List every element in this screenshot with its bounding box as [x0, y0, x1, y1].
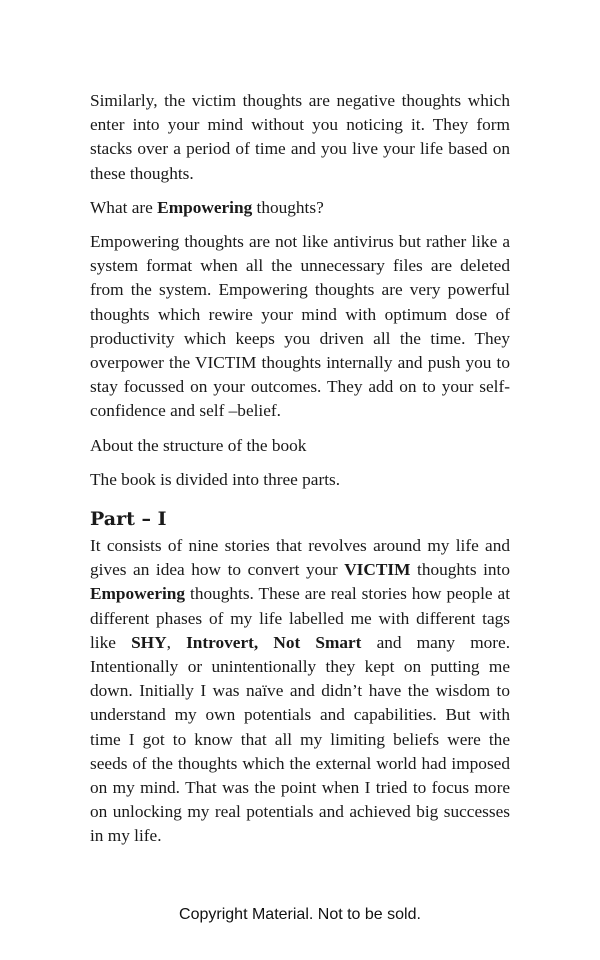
bold-introvert-not-smart: Introvert, Not Smart [186, 632, 362, 652]
question-prefix: What are [90, 197, 158, 217]
section-heading-part-one: Part – I [90, 508, 167, 531]
paragraph-question [90, 196, 510, 220]
question-bold-term: Empowering [157, 197, 253, 217]
bold-shy: SHY [131, 632, 167, 652]
book-page-body [90, 89, 510, 849]
bold-empowering: Empowering [90, 584, 186, 604]
bold-victim: VICTIM [344, 560, 411, 580]
paragraph-part-one [90, 534, 510, 849]
paragraph-empowering-thoughts: Empowering thoughts are not like antivirus but rather like a system format when all the unnecessary files are deleted from the system. Empowering thoughts are very powerful thoughts which rewire your mind with optimum dose of productivity which keeps you driven all the time. They overpower the VICTIM thoughts internally and push you to stay focussed on your outcomes. They add on to your self-confidence and self –belief. [90, 232, 510, 421]
paragraph-victim-thoughts: Similarly, the victim thoughts are negative thoughts which enter into your mind without you noticing it. They form stacks over a period of time and you live your life based on these thoughts. [90, 91, 510, 183]
paragraph-about-structure: About the structure of the book [90, 435, 307, 455]
part-one-text-3: thoughts. These are real stories how people at different phases of my life labelled me with different tags like [90, 584, 510, 652]
part-one-text-1: It consists of nine stories that revolves around my life and gives an idea how to convert your [90, 536, 510, 580]
question-suffix: thoughts? [252, 197, 324, 217]
copyright-footer: Copyright Material. Not to be sold. [179, 906, 421, 923]
part-one-text-5: and many more. Intentionally or unintentionally they kept on putting me down. Initially I was naïve and didn’t have the wisdom to understand my own potentials and capabilities. But with time I got to know that all my limiting beliefs were the seeds of the thoughts which the external world had imposed on my mind. That was the point when I tried to focus more on unlocking my real potentials and achieved big successes in my life. [90, 632, 511, 846]
part-one-text-2: thoughts into [410, 560, 510, 580]
paragraph-divided-parts: The book is divided into three parts. [90, 469, 341, 489]
part-one-text-4: , [166, 632, 187, 652]
